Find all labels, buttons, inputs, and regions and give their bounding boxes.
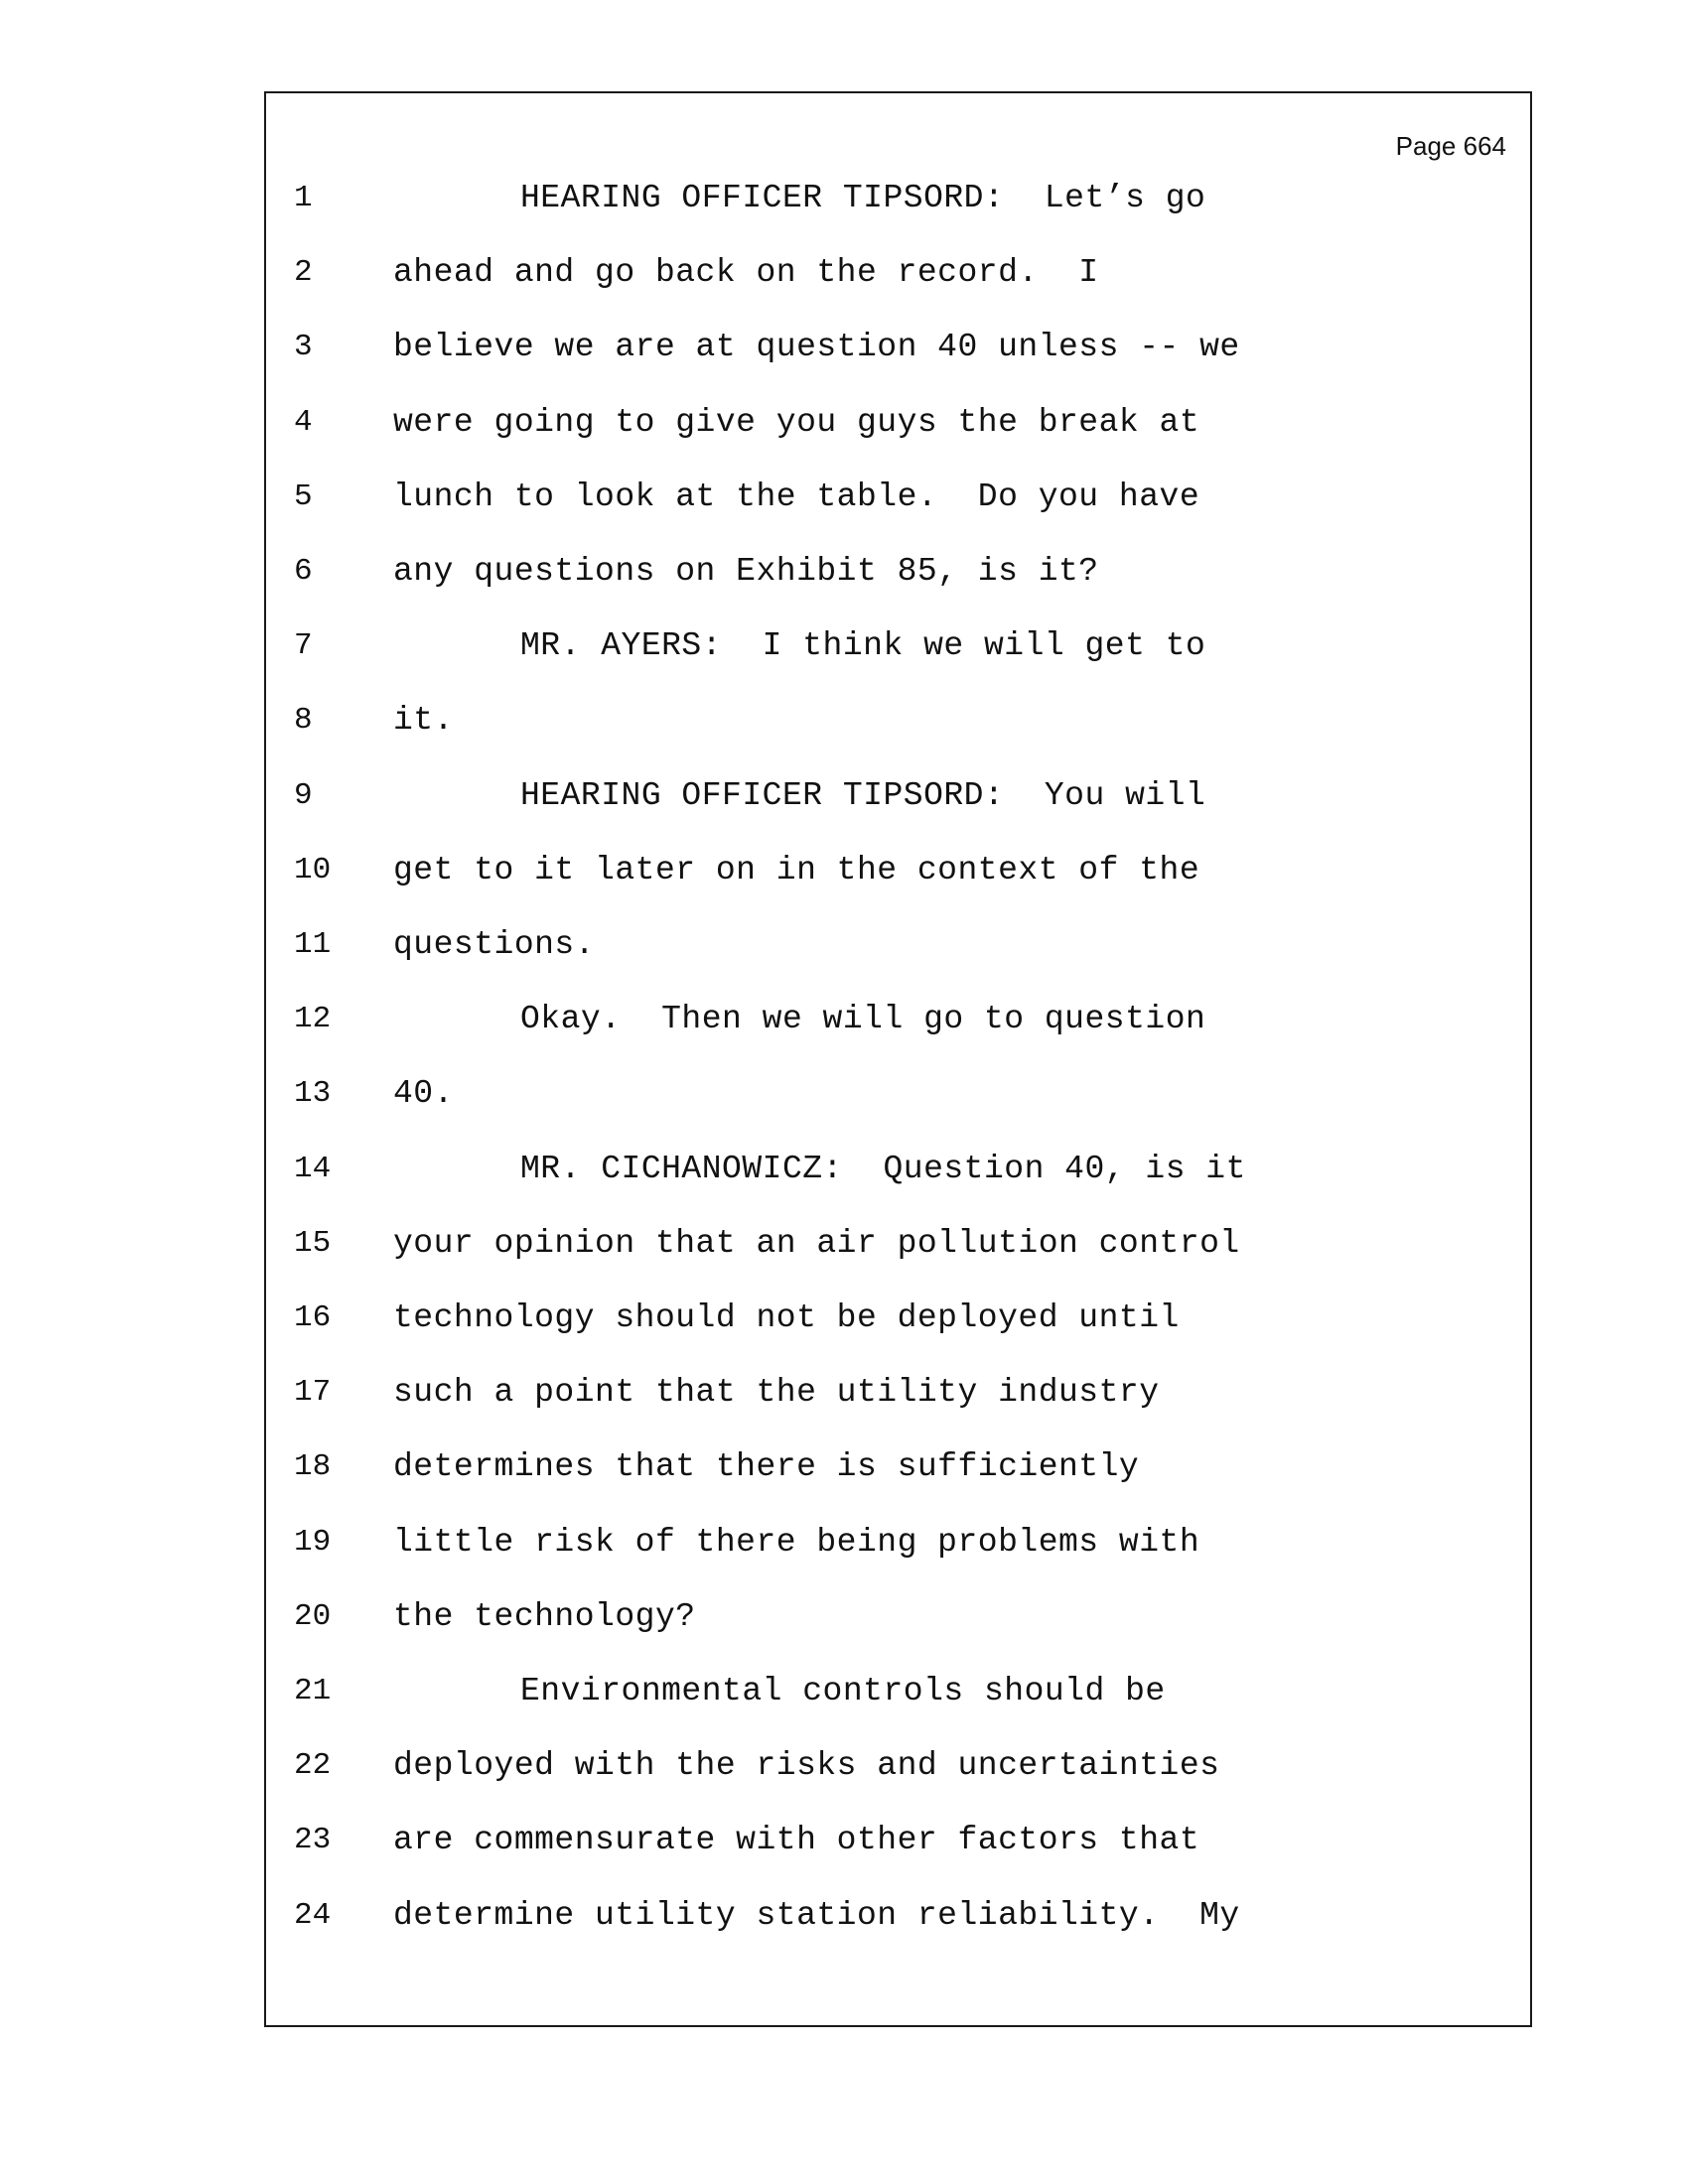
transcript-line [266, 1289, 1530, 1348]
transcript-line [266, 169, 1530, 228]
transcript-line [266, 1662, 1530, 1721]
transcript-line [266, 915, 1530, 975]
transcript-line [266, 1886, 1530, 1946]
line-text: were going to give you guys the break at [393, 403, 1200, 441]
line-text: MR. CICHANOWICZ: Question 40, is it [520, 1150, 1246, 1187]
line-text: technology should not be deployed until [393, 1299, 1180, 1336]
line-number: 18 [294, 1449, 332, 1485]
line-text: Okay. Then we will go to question [520, 1001, 1206, 1038]
line-number: 14 [294, 1151, 332, 1186]
transcript-line [266, 1811, 1530, 1870]
line-text: it. [393, 702, 454, 740]
line-number: 11 [294, 927, 332, 962]
transcript-line [266, 468, 1530, 527]
transcript-line [266, 616, 1530, 676]
line-number: 10 [294, 852, 332, 887]
line-number: 23 [294, 1823, 332, 1858]
transcript-line [266, 318, 1530, 377]
line-number: 15 [294, 1225, 332, 1261]
line-number: 22 [294, 1748, 332, 1784]
transcript-line [266, 766, 1530, 826]
line-text: determine utility station reliability. My [393, 1896, 1240, 1934]
line-text: determines that there is sufficiently [393, 1448, 1140, 1486]
line-number: 9 [294, 777, 313, 813]
transcript-line [266, 243, 1530, 303]
transcript-line [266, 393, 1530, 453]
line-number: 4 [294, 404, 313, 440]
line-number: 17 [294, 1375, 332, 1411]
line-text: your opinion that an air pollution control [393, 1224, 1240, 1262]
transcript-line [266, 1214, 1530, 1274]
transcript-line [266, 841, 1530, 900]
line-number: 13 [294, 1076, 332, 1112]
line-number: 7 [294, 628, 313, 664]
transcript-line [266, 691, 1530, 751]
line-number: 8 [294, 703, 313, 739]
line-text: believe we are at question 40 unless -- we [393, 329, 1240, 366]
transcript-line [266, 1587, 1530, 1647]
line-number: 12 [294, 1002, 332, 1037]
line-number: 2 [294, 255, 313, 291]
line-text: ahead and go back on the record. I [393, 254, 1099, 292]
line-text: Environmental controls should be [520, 1673, 1166, 1709]
line-number: 5 [294, 478, 313, 514]
line-number: 20 [294, 1598, 332, 1634]
line-text: MR. AYERS: I think we will get to [520, 627, 1206, 665]
line-number: 6 [294, 554, 313, 589]
line-text: little risk of there being problems with [393, 1523, 1200, 1561]
transcript-line [266, 990, 1530, 1049]
line-number: 19 [294, 1524, 332, 1560]
line-number: 24 [294, 1897, 332, 1933]
line-text: are commensurate with other factors that [393, 1822, 1200, 1859]
line-number: 3 [294, 330, 313, 365]
transcript-line [266, 1064, 1530, 1124]
line-text: lunch to look at the table. Do you have [393, 478, 1200, 515]
line-number: 1 [294, 181, 313, 215]
line-text: get to it later on in the context of the [393, 851, 1200, 888]
transcript-line [266, 1736, 1530, 1796]
transcript-line [266, 1437, 1530, 1497]
transcript-line [266, 1513, 1530, 1572]
line-text: any questions on Exhibit 85, is it? [393, 553, 1099, 590]
transcript-line [266, 1140, 1530, 1199]
line-text: 40. [393, 1075, 454, 1113]
transcript-line [266, 1363, 1530, 1423]
line-text: such a point that the utility industry [393, 1374, 1160, 1412]
line-text: questions. [393, 926, 596, 963]
line-number: 16 [294, 1300, 332, 1335]
page-number: Page 664 [1395, 131, 1506, 161]
line-text: HEARING OFFICER TIPSORD: You will [520, 776, 1206, 814]
line-text: the technology? [393, 1597, 696, 1635]
transcript-page [264, 91, 1532, 2027]
line-number: 21 [294, 1674, 332, 1708]
transcript-line [266, 542, 1530, 602]
line-text: HEARING OFFICER TIPSORD: Let’s go [520, 180, 1206, 216]
line-text: deployed with the risks and uncertainties [393, 1747, 1220, 1785]
